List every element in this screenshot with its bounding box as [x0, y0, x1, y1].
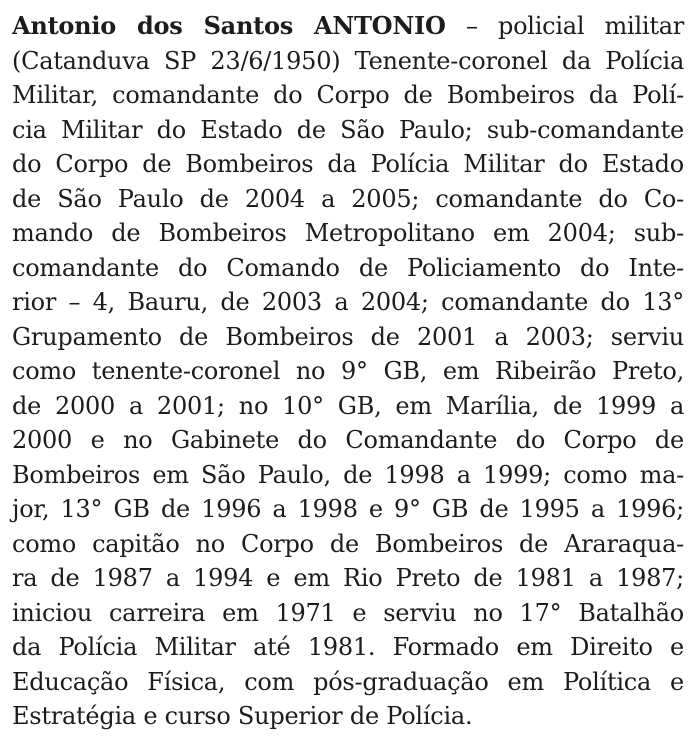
entry-line-10: Grupamento de Bombeiros de 2001 a 2003; serviu [12, 322, 684, 351]
entry-line-12: de 2000 a 2001; no 10° GB, em Marília, de 1999 a [12, 391, 684, 420]
entry-line-2: (Catanduva SP 23/6/1950) Tenente-coronel da Polícia [12, 46, 684, 75]
entry-line-20: Educação Física, com pós-graduação em Política e [12, 667, 684, 696]
entry-line-1 [12, 9, 684, 44]
entry-line-3: Militar, comandante do Corpo de Bombeiros da Polí- [12, 81, 684, 109]
entry-line-18: iniciou carreira em 1971 e serviu no 17° Batalhão [12, 598, 684, 627]
entry-line-4: cia Militar do Estado de São Paulo; sub-comandante [12, 115, 684, 144]
entry-line-8: comandante do Comando de Policiamento do Inte- [12, 253, 684, 282]
entry-line-15: jor, 13° GB de 1996 a 1998 e 9° GB de 1995 a 1996; [12, 495, 684, 523]
entry-line-14: Bombeiros em São Paulo, de 1998 a 1999; como ma- [12, 460, 684, 489]
entry-line-19: da Polícia Militar até 1981. Formado em Direito e [12, 633, 684, 661]
entry-role: – policial militar [445, 12, 684, 40]
entry-line-13: 2000 e no Gabinete do Comandante do Corpo de [12, 426, 684, 454]
entry-line-5: do Corpo de Bombeiros da Polícia Militar do Estado [12, 150, 684, 178]
entry-line-16: como capitão no Corpo de Bombeiros de Araraqua- [12, 529, 684, 558]
entry-line-7: mando de Bombeiros Metropolitano em 2004; sub- [12, 219, 684, 247]
entry-line-11: como tenente-coronel no 9° GB, em Ribeirão Preto, [12, 357, 684, 385]
entry-line-6: de São Paulo de 2004 a 2005; comandante do Co- [12, 184, 684, 213]
entry-line-9: rior – 4, Bauru, de 2003 a 2004; comandante do 13° [12, 288, 684, 316]
entry-name: Antonio dos Santos ANTONIO [12, 11, 446, 40]
biographical-entry [12, 9, 684, 734]
entry-line-17: ra de 1987 a 1994 e em Rio Preto de 1981 a 1987; [12, 564, 684, 592]
entry-line-21: Estratégia e curso Superior de Polícia. [12, 702, 473, 730]
